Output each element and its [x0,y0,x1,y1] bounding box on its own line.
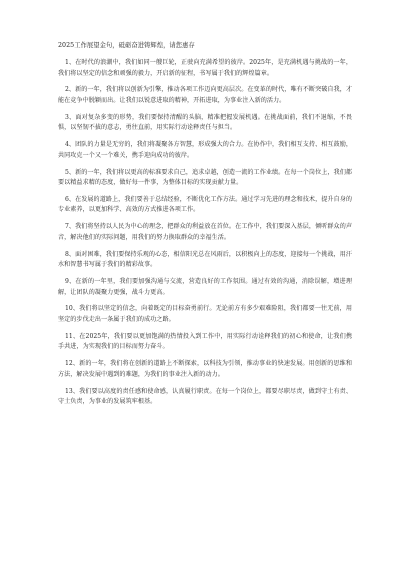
document-title: 2025工作展望金句，砥砺奋进铸辉煌，请您惠存 [58,42,195,49]
paragraph-6: 6、在发展的道路上，我们要善于总结经验，不断优化工作方法。通过学习先进的理念和技术，提升自身的专业素养，以更加科学、高效的方式推进各项工作。 [58,195,352,214]
paragraph-8: 8、面对困难，我们要保持乐观的心态，相信阳光总在风雨后，以积极向上的态度，迎接每一个挑战，用汗水和智慧书写属于我们的精彩故事。 [58,250,352,269]
document-body [58,40,352,414]
paragraph-5: 5、新的一年，我们将以更高的标准要求自己，追求卓越，创造一流的工作业绩。在每一个岗位上，我们都要以精益求精的态度，做好每一件事，为整体目标的实现贡献力量。 [58,168,352,187]
paragraph-13: 13、我们要以高度的责任感和使命感，认真履行职责。在每一个岗位上，都要尽职尽责，做到守土有责、守土负责，为事业的发展筑牢根基。 [58,387,352,406]
paragraph-12: 12、新的一年，我们将在创新的道路上不断探索，以科技为引领，推动事业的快速发展。用创新的思维和方法，解决发展中遇到的难题，为我们的事业注入新的动力。 [58,360,352,378]
paragraph-10: 10、我们将以坚定的信念，向着既定的目标奋勇前行。无论前方有多少艰难险阻，我们都要一往无前，用坚定的步伐走出一条属于我们的成功之路。 [58,305,352,323]
paragraph-4: 4、团队的力量是无穷的，我们将凝聚各方智慧，形成强大的合力。在协作中，我们相互支持、相互鼓励，共同攻克一个又一个难关，携手迎向成功的彼岸。 [58,141,352,159]
paragraph-2: 2、新的一年，我们将以创新为引擎，推动各项工作迈向更高层次。在变革的时代，唯有不断突破自我，才能在竞争中脱颖而出。让我们以锐意进取的精神，开拓进取，为事业注入新的活力。 [58,86,352,104]
paragraph-7: 7、我们将坚持以人民为中心的理念，把群众的利益放在首位。在工作中，我们要深入基层，倾听群众的声音，解决他们的实际问题，用我们的努力换取群众的幸福生活。 [58,223,352,241]
paragraph-3: 3、面对复杂多变的形势，我们要保持清醒的头脑，精准把握发展机遇。在挑战面前，我们不退缩，不畏惧，以坚韧不拔的意志，勇往直前，用实际行动诠释责任与担当。 [58,113,352,132]
paragraph-1: 1、在时代的浪潮中，我们如同一艘巨轮，正驶向充满希望的彼岸。2025年，是充满机遇与挑战的一年，我们将以坚定的信念和顽强的毅力，开启新的征程，书写属于我们的辉煌篇章。 [58,59,352,77]
paragraph-11: 11、在2025年，我们要以更加饱满的热情投入到工作中，用实际行动诠释我们的初心和使命，让我们携手共进，为实现我们的目标而努力奋斗。 [58,332,352,351]
paragraph-9: 9、在新的一年里，我们要加强沟通与交流，营造良好的工作氛围。通过有效的沟通，消除误解，增进理解，让团队的凝聚力更强，战斗力更高。 [58,278,352,296]
